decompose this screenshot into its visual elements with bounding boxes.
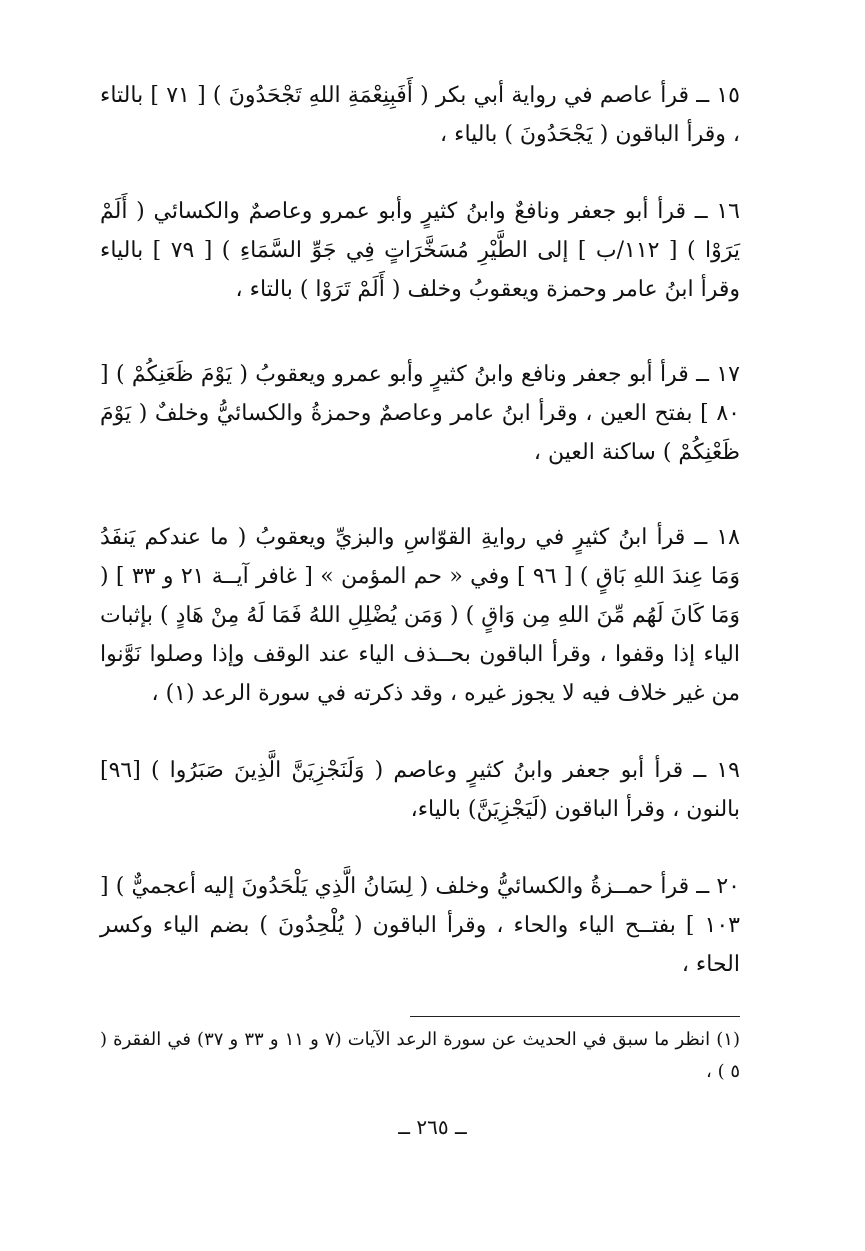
footnote-divider [410,1016,740,1017]
paragraph-19: ١٩ ــ قرأ أبو جعفر وابنُ كثيرٍ وعاصم ( وَلَنَجْزِيَنَّ الَّذِينَ صَبَرُوا ) [٩٦] بالنون ، وقرأ الباقون (لَيَجْزِيَنَّ) بالياء، [100,758,740,822]
page-number: ــ ٢٦٥ ــ [398,1115,467,1139]
footnote: (١) انظر ما سبق في الحديث عن سورة الرعد الآيات (٧ و ١١ و ٣٣ و ٣٧) في الفقرة ( ٥ ) ، [100,1029,740,1082]
paragraph-18: ١٨ ــ قرأ ابنُ كثيرٍ في روايةِ القوّاسِ والبزيِّ ويعقوبُ ( ما عندكم يَنفَدُ وَمَا عِندَ اللهِ بَاقٍ ) [ ٩٦ ] وفي « حم المؤمن » [ غافر آيــة ٢١ و ٣٣ ] ( وَمَا كَانَ لَهُم مِّنَ اللهِ مِن وَاقٍ ) ( وَمَن يُضْلِلِ اللهُ فَمَا لَهُ مِنْ هَادٍ ) بإثبات الياء إذا وقفوا ، وقرأ الباقون بحــذف الياء عند الوقف وإذا وصلوا نَوَّنوا من غير خلاف فيه لا يجوز غيره ، وقد ذكرته في سورة الرعد (١) ، [100,525,740,706]
paragraph-15: ١٥ ــ قرأ عاصم في رواية أبي بكر ( أَفَبِنِعْمَةِ اللهِ تَجْحَدُونَ ) [ ٧١ ] بالتاء ، وقرأ الباقون ( يَجْحَدُونَ ) بالياء ، [100,83,740,147]
paragraph-17: ١٧ ــ قرأ أبو جعفر ونافع وابنُ كثيرٍ وأبو عمرو ويعقوبُ ( يَوْمَ ظَعَنِكُمْ ) [ ٨٠ ] بفتح العين ، وقرأ ابنُ عامر وعاصمٌ وحمزةُ والكسائيُّ وخلفٌ ( يَوْمَ ظَعْنِكُمْ ) ساكنة العين ، [100,362,740,465]
paragraph-20: ٢٠ ــ قرأ حمــزةُ والكسائيُّ وخلف ( لِسَانُ الَّذِي يَلْحَدُونَ إليه أعجميٌّ ) [ ١٠٣ ] بفتــح الياء والحاء ، وقرأ الباقون ( يُلْحِدُونَ ) بضم الياء وكسر الحاء ، [100,874,740,977]
main-text [100,66,740,1022]
paragraph-16: ١٦ ــ قرأ أبو جعفر ونافعٌ وابنُ كثيرٍ وأبو عمرو وعاصمٌ والكسائي ( أَلَمْ يَرَوْا ) [ ١١٢/ب ] إلى الطَّيْرِ مُسَخَّرَاتٍ فِي جَوِّ السَّمَاءِ ) [ ٧٩ ] بالياء وقرأ ابنُ عامر وحمزة ويعقوبُ وخلف ( أَلَمْ تَرَوْا ) بالتاء ، [100,199,740,302]
